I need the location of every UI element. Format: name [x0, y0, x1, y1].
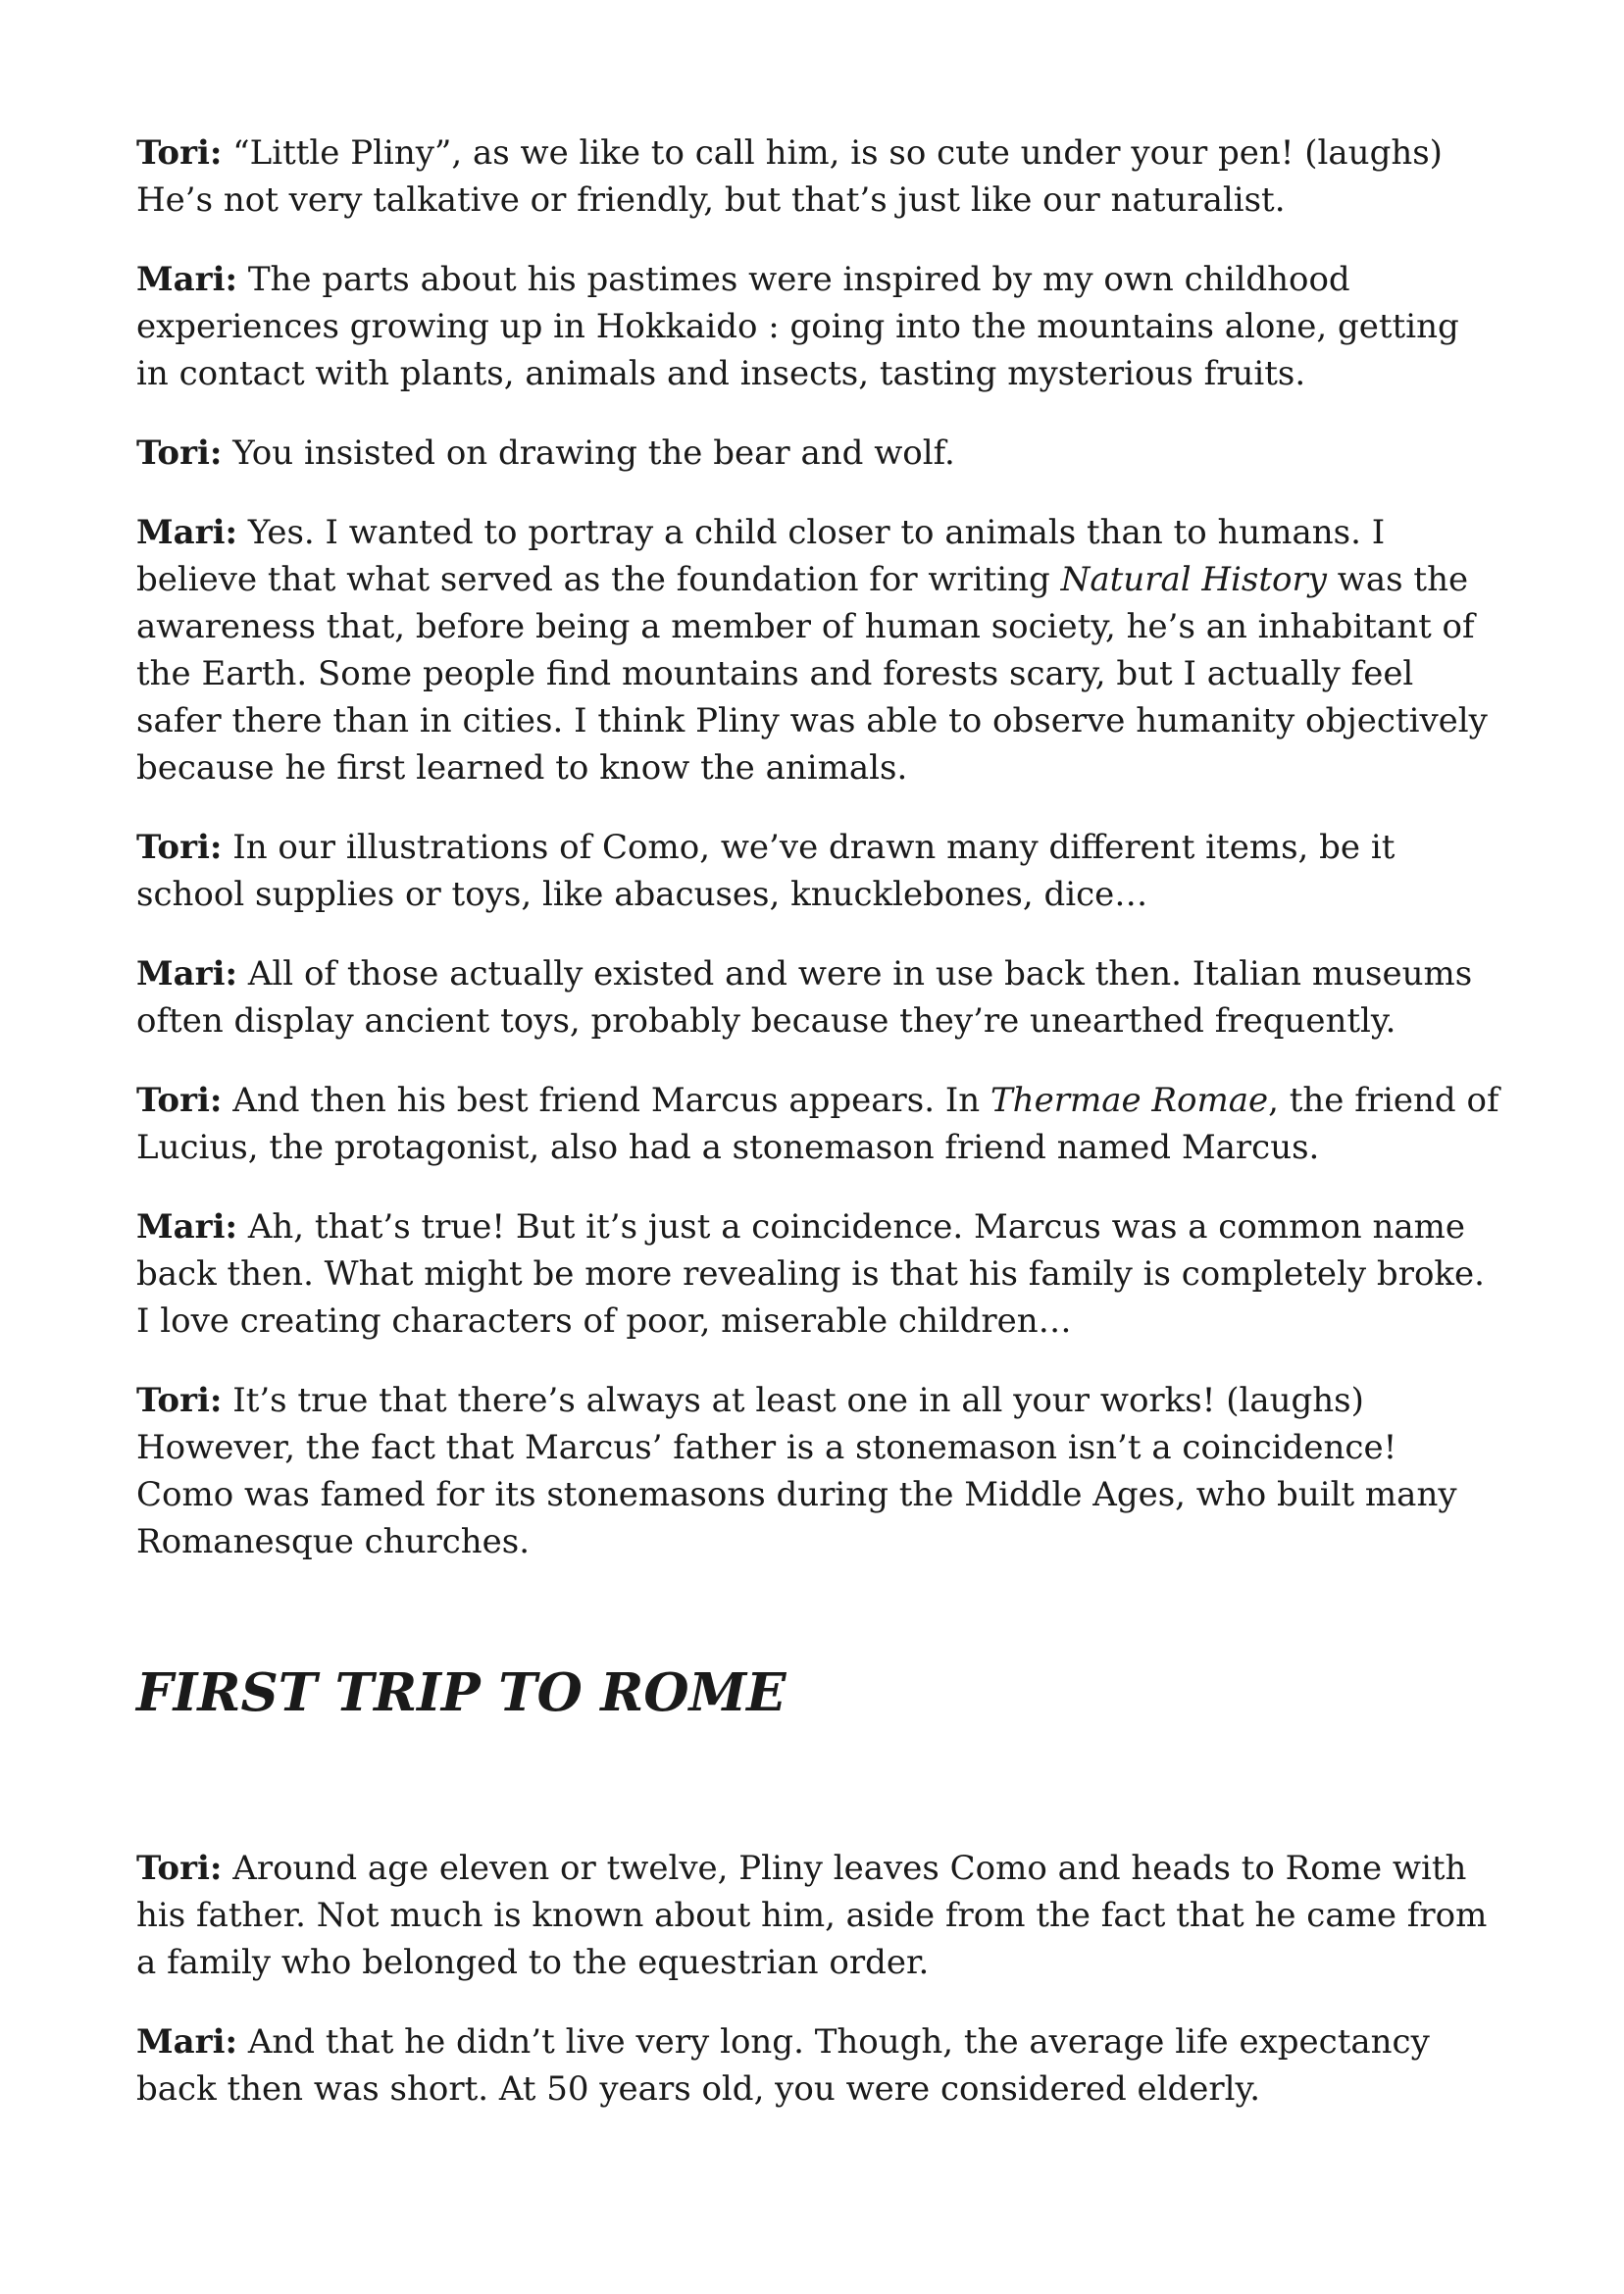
- speaker-name: Mari:: [136, 260, 238, 299]
- dialogue-text: All of those actually existed and were in use back then. Italian museums often display ancient toys, probably because they’re unearthed frequently.: [136, 954, 1473, 1041]
- dialogue-text: , the friend of Lucius, the protagonist, also had a stonemason friend named Marcus.: [136, 1081, 1499, 1167]
- dialogue-section-1: [136, 129, 1499, 1565]
- dialogue-text: The parts about his pastimes were inspired by my own childhood experiences growing up in Hokkaido : going into the mountains alone, getting in contact with plants, animals and insects, tasting mysterious fruits.: [136, 260, 1459, 393]
- speaker-name: Tori:: [136, 1381, 223, 1420]
- section-heading: FIRST TRIP TO ROME: [136, 1662, 787, 1723]
- italic-title-text: Thermae Romae: [990, 1081, 1269, 1120]
- dialogue-paragraph: [136, 1845, 1499, 1986]
- speaker-name: Tori:: [136, 1849, 223, 1888]
- dialogue-text: “Little Pliny”, as we like to call him, is so cute under your pen! (laughs) He’s not very talkative or friendly, but that’s just like our naturalist.: [136, 133, 1443, 220]
- dialogue-text: And then his best friend Marcus appears. In: [222, 1081, 990, 1120]
- dialogue-paragraph: [136, 129, 1499, 224]
- dialogue-text: Ah, that’s true! But it’s just a coincidence. Marcus was a common name back then. What might be more revealing is that his family is completely broke. I love creating characters of poor, miserable children…: [136, 1207, 1485, 1341]
- italic-title-text: Natural History: [1060, 560, 1327, 599]
- dialogue-text: It’s true that there’s always at least one in all your works! (laughs) However, the fact that Marcus’ father is a stonemason isn’t a coincidence! Como was famed for its stonemasons during the Middle Ages, who built many Romanesque churches.: [136, 1381, 1457, 1561]
- speaker-name: Tori:: [136, 828, 223, 867]
- dialogue-paragraph: [136, 509, 1499, 791]
- dialogue-paragraph: [136, 1203, 1499, 1345]
- speaker-name: Tori:: [136, 1081, 223, 1120]
- speaker-name: Tori:: [136, 433, 223, 473]
- dialogue-paragraph: [136, 950, 1499, 1045]
- document-page: [136, 129, 1499, 2145]
- dialogue-paragraph: [136, 430, 1499, 477]
- dialogue-text: You insisted on drawing the bear and wolf.: [222, 433, 955, 473]
- dialogue-text: And that he didn’t live very long. Though, the average life expectancy back then was short. At 50 years old, you were considered elderly.: [136, 2022, 1430, 2109]
- dialogue-text: Yes. I wanted to portray a child closer to animals than to humans. I believe that what served as the foundation for writing: [136, 513, 1386, 599]
- speaker-name: Mari:: [136, 2022, 238, 2062]
- dialogue-text: was the awareness that, before being a member of human society, he’s an inhabitant of the Earth. Some people find mountains and forests scary, but I actually feel safer there than in cities. I think Pliny was able to observe humanity objectively because he first learned to know the animals.: [136, 560, 1488, 788]
- speaker-name: Mari:: [136, 954, 238, 994]
- dialogue-paragraph: [136, 824, 1499, 918]
- speaker-name: Mari:: [136, 1207, 238, 1247]
- dialogue-text: Around age eleven or twelve, Pliny leaves Como and heads to Rome with his father. Not much is known about him, aside from the fact that he came from a family who belonged to the equestrian order.: [136, 1849, 1488, 1982]
- speaker-name: Mari:: [136, 513, 238, 552]
- speaker-name: Tori:: [136, 133, 223, 173]
- dialogue-paragraph: [136, 2018, 1499, 2113]
- dialogue-text: In our illustrations of Como, we’ve drawn many different items, be it school supplies or toys, like abacuses, knucklebones, dice…: [136, 828, 1396, 914]
- dialogue-paragraph: [136, 1077, 1499, 1171]
- dialogue-paragraph: [136, 1377, 1499, 1565]
- dialogue-section-2: [136, 1845, 1499, 2113]
- dialogue-paragraph: [136, 256, 1499, 397]
